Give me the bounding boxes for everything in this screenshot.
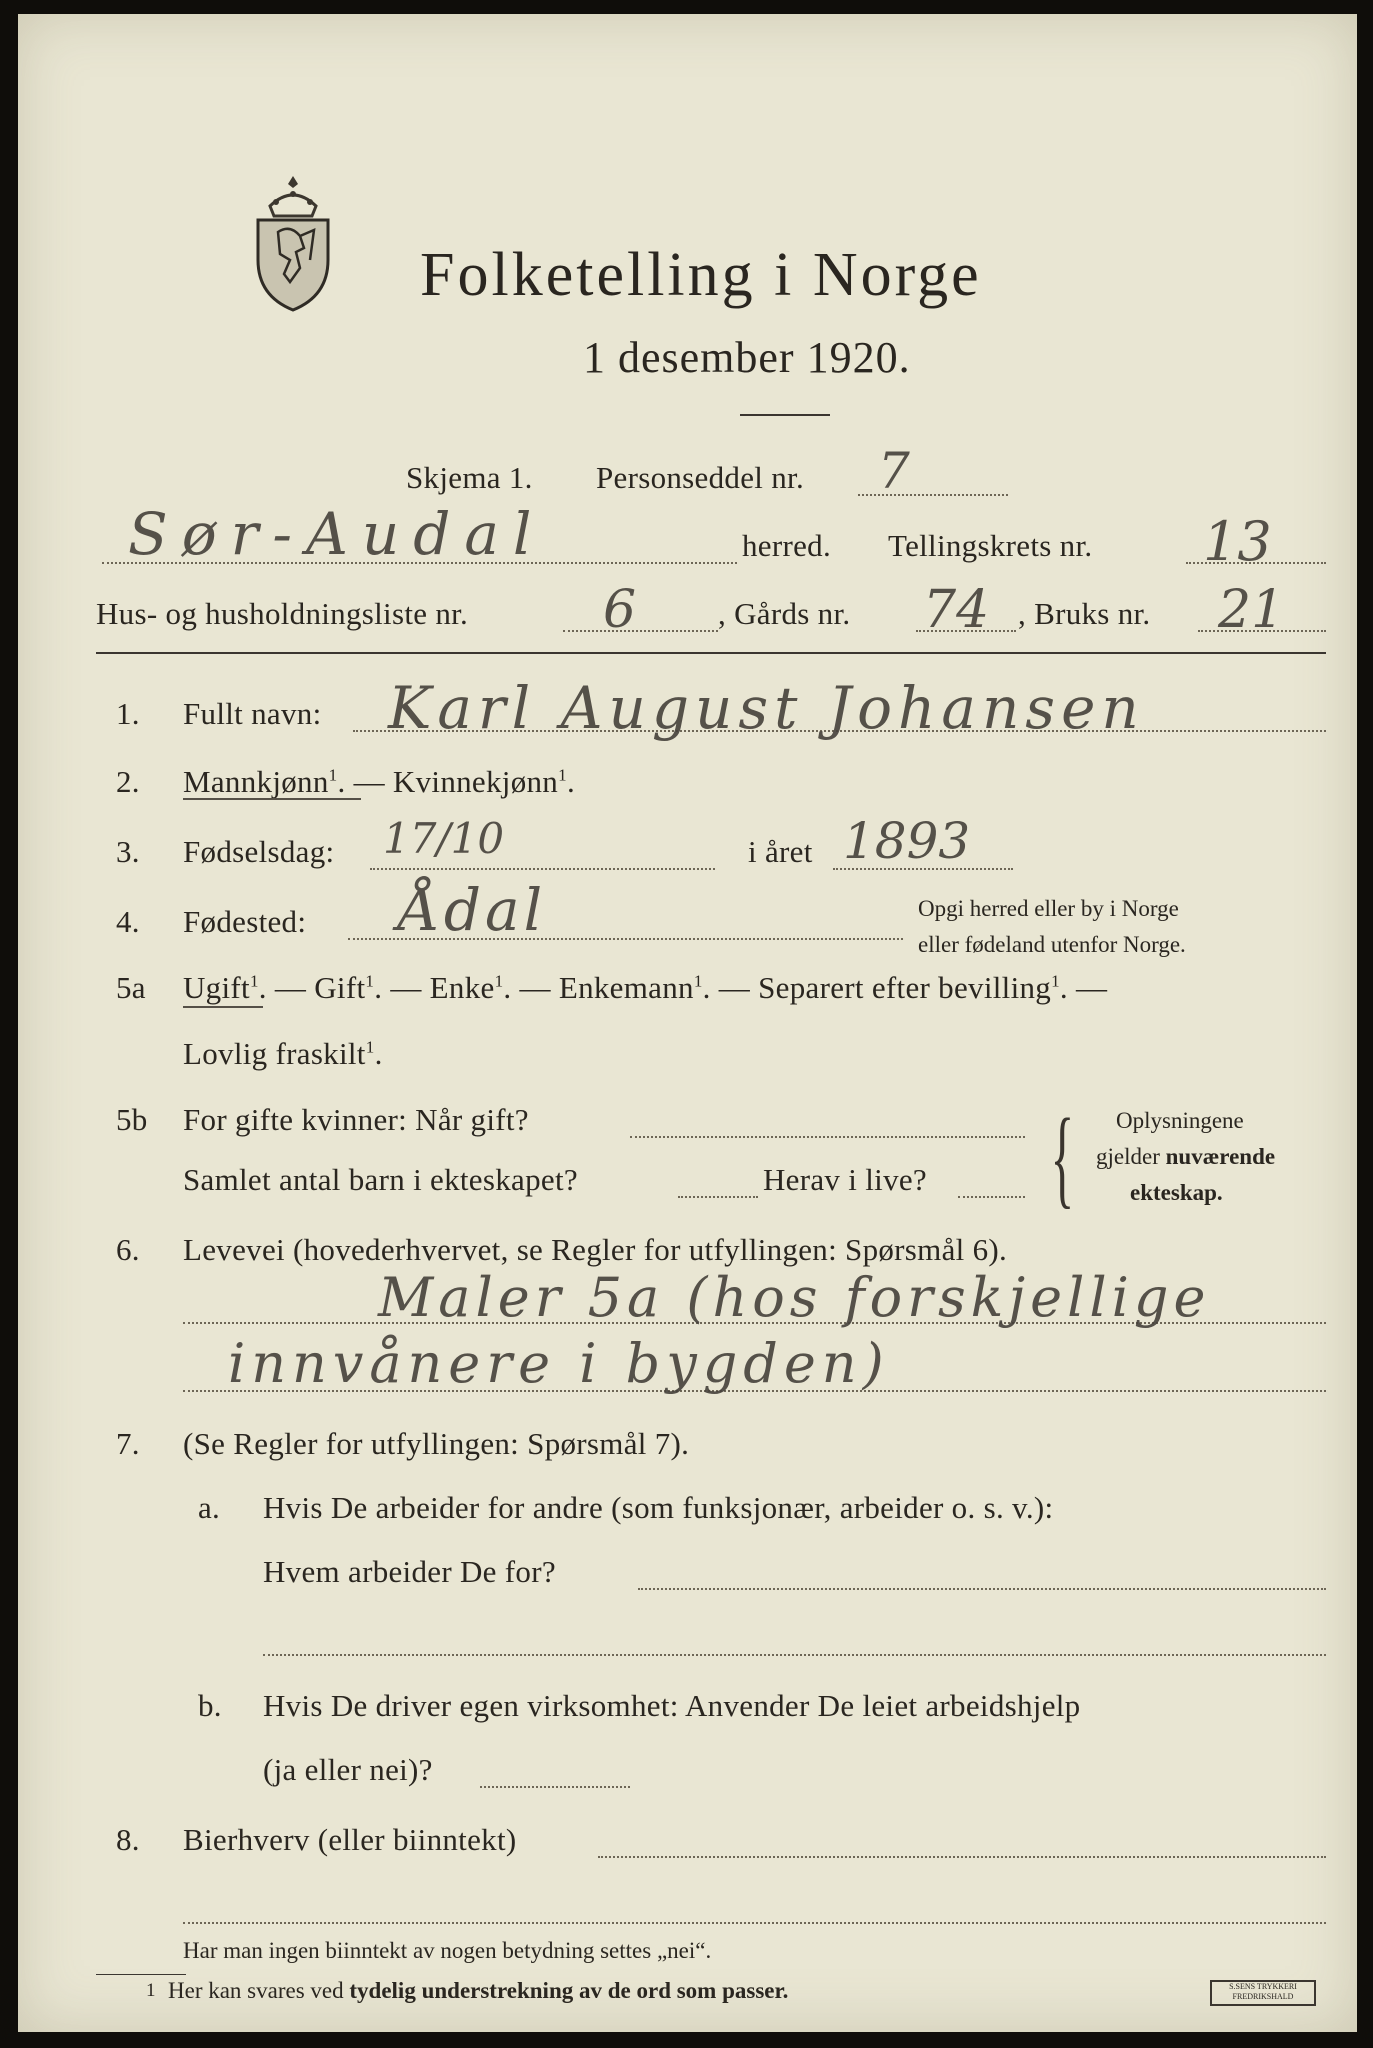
q1-label: Fullt navn: — [183, 696, 322, 731]
husholdningsliste-label: Hus- og husholdningsliste nr. — [96, 596, 469, 631]
q3-label: Fødselsdag: — [183, 834, 335, 869]
gards-label: , Gårds nr. — [718, 596, 851, 631]
census-form — [18, 14, 1357, 2032]
q5a-gift: — Gift — [274, 970, 366, 1005]
q5b-line2a: Samlet antal barn i ekteskapet? — [183, 1162, 578, 1197]
q5a-enkemann: — Enkemann — [519, 970, 694, 1005]
q8-answer-line2 — [183, 1922, 1326, 1924]
q3-number: 3. — [116, 834, 140, 869]
q7a-answer-line — [638, 1588, 1326, 1590]
gards-value: 74 — [923, 580, 990, 640]
q4-note-line1: Opgi herred eller by i Norge — [918, 896, 1179, 921]
q5b-line2b-dots — [958, 1196, 1025, 1198]
q6-value2: innvånere i bygden) — [228, 1332, 890, 1395]
footnote-rule — [96, 1974, 186, 1975]
q2-kvinne-text: Kvinnekjønn — [392, 764, 559, 799]
q8-note: Har man ingen biinntekt av nogen betydning settes „nei“. — [183, 1938, 712, 1963]
q4-note-line2: eller fødeland utenfor Norge. — [918, 932, 1186, 957]
q7a-question: Hvem arbeider De for? — [263, 1554, 556, 1589]
q6-label: Levevei (hovederhvervet, se Regler for utfyllingen: Spørsmål 6). — [183, 1232, 1008, 1267]
q5b-line1: For gifte kvinner: Når gift? — [183, 1102, 529, 1137]
title-divider — [740, 414, 830, 416]
personseddel-label: Personseddel nr. — [596, 460, 804, 495]
q5a-ugift-underline — [183, 1006, 263, 1008]
q7b-answer-line — [480, 1786, 630, 1788]
footnote-text-b: tydelig understrekning av de ord som passer. — [349, 1978, 789, 2003]
q5a-fraskilt-row: Lovlig fraskilt$^1$. — [183, 1036, 383, 1071]
q5b-number: 5b — [116, 1102, 148, 1137]
q5a-fraskilt: Lovlig fraskilt — [183, 1036, 366, 1071]
q7a-number: a. — [198, 1490, 221, 1525]
q7-number: 7. — [116, 1426, 140, 1461]
q2-mann-underline — [183, 798, 361, 800]
husholdningsliste-value: 6 — [603, 580, 637, 640]
census-date: 1 desember 1920. — [583, 333, 911, 382]
q5a-options: Ugift$^1$. — Gift$^1$. — Enke$^1$. — Enkemann$^1$. — Separert efter bevilling$^1$. — — [183, 970, 1108, 1005]
q5a-number: 5a — [116, 970, 146, 1005]
q2-number: 2. — [116, 764, 140, 799]
bruks-value: 21 — [1218, 580, 1285, 640]
q5a-dash: — — [1076, 970, 1108, 1005]
q8-number: 8. — [116, 1822, 140, 1857]
q7-label: (Se Regler for utfyllingen: Spørsmål 7). — [183, 1426, 690, 1461]
q5a-separert: — Separert efter bevilling — [718, 970, 1052, 1005]
tellingskrets-value: 13 — [1203, 510, 1272, 573]
q3-value: 17/10 — [383, 814, 505, 863]
husholdningsliste-line — [563, 630, 718, 632]
q7b-text: Hvis De driver egen virksomhet: Anvender De leiet arbeidshjelp — [263, 1688, 1081, 1723]
herred-label: herred. — [742, 528, 832, 563]
header-rule — [96, 652, 1326, 654]
q5b-brace: { — [1050, 1096, 1075, 1218]
tellingskrets-label: Tellingskrets nr. — [888, 528, 1093, 563]
q2-mann: Mannkjønn$^1$. — Kvinnekjønn$^1$. — [183, 764, 575, 799]
q3-aaret-label: i året — [748, 834, 813, 869]
q3-line — [370, 868, 715, 870]
herred-value: Sør-Audal — [128, 500, 546, 568]
q5b-line2b: Herav i live? — [763, 1162, 927, 1197]
q7b-number: b. — [198, 1688, 222, 1723]
herred-line — [102, 562, 737, 564]
coat-of-arms-icon — [248, 172, 338, 312]
bruks-label: , Bruks nr. — [1018, 596, 1151, 631]
q5b-line2a-dots — [678, 1196, 758, 1198]
q7b-question: (ja eller nei)? — [263, 1752, 433, 1787]
q5a-enke: — Enke — [390, 970, 495, 1005]
q8-label: Bierhverv (eller biinntekt) — [183, 1822, 517, 1857]
footnote-mark: 1 — [146, 1980, 156, 2001]
q5b-note1: Oplysningene — [1116, 1108, 1244, 1133]
q7a-answer-line2 — [263, 1654, 1326, 1656]
q2-mann-text: Mannkjønn — [183, 764, 329, 799]
q5b-note2 — [1096, 1144, 1275, 1170]
footnote-text — [168, 1978, 788, 2004]
q8-answer-line — [598, 1856, 1326, 1858]
q2-separator: . — — [337, 764, 393, 799]
personseddel-value: 7 — [878, 442, 910, 500]
q6-number: 6. — [116, 1232, 140, 1267]
form-title: Folketelling i Norge — [420, 241, 982, 309]
q4-number: 4. — [116, 904, 140, 939]
q4-value: Ådal — [398, 876, 547, 944]
q5b-note2b: nuværende — [1165, 1144, 1276, 1169]
q2-end: . — [566, 764, 575, 799]
q3-aaret-value: 1893 — [843, 812, 971, 870]
q4-label: Fødested: — [183, 904, 307, 939]
printer-stamp: S.SENS TRYKKERI FREDRIKSHALD — [1210, 1980, 1316, 2006]
q7a-text: Hvis De arbeider for andre (som funksjonær, arbeider o. s. v.): — [263, 1490, 1054, 1525]
q6-value1: Maler 5a (hos forskjellige — [378, 1266, 1211, 1329]
q1-value: Karl August Johansen — [388, 674, 1145, 742]
q1-number: 1. — [116, 696, 140, 731]
skjema-label: Skjema 1. — [406, 460, 533, 495]
q5b-note3: ekteskap. — [1130, 1180, 1223, 1205]
q5a-ugift: Ugift — [183, 970, 250, 1005]
q5b-note2a: gjelder — [1096, 1144, 1166, 1169]
q5b-line1-dots — [630, 1136, 1025, 1138]
footnote-text-a: Her kan svares ved — [168, 1978, 350, 2003]
